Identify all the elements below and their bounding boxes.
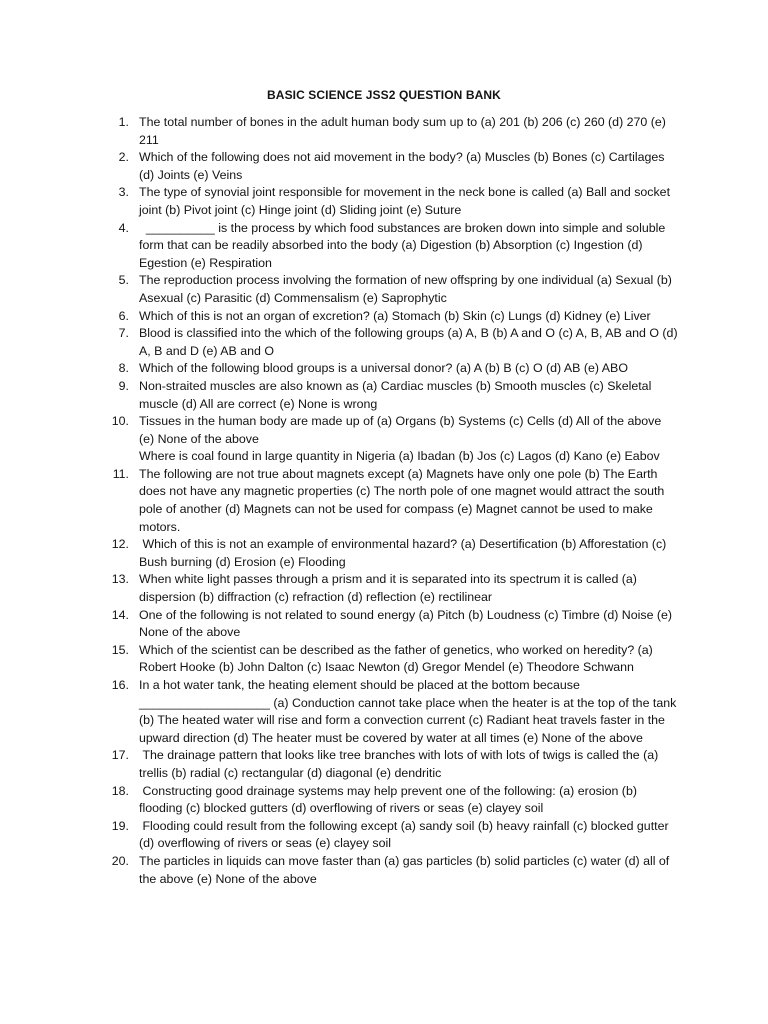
question-text: In a hot water tank, the heating element should be placed at the bottom because ___________________ (a) Conduction cannot take place when the heater is at the top of the tank (b) The heated water will rise and form a convection current (c) Radiant heat travels faster in the upward direction (d) The heater must be covered by water at all times (e) None of the above	[139, 678, 677, 745]
question-item	[118, 149, 679, 184]
question-item	[118, 220, 679, 273]
question-number: 9.	[118, 378, 129, 393]
question-number: 14.	[111, 607, 129, 622]
question-number: 5.	[118, 273, 129, 288]
question-number: 8.	[118, 361, 129, 376]
question-text: The type of synovial joint responsible for movement in the neck bone is called (a) Ball and socket joint (b) Pivot joint (c) Hinge joint (d) Sliding joint (e) Suture	[139, 185, 671, 217]
question-item	[111, 536, 679, 571]
question-text: Tissues in the human body are made up of (a) Organs (b) Systems (c) Cells (d) All of the above (e) None of the above Where is coal found in large quantity in Nigeria (a) Ibadan (b) Jos (c) Lagos (d) Kano (e) Eabov	[139, 414, 662, 464]
question-number: 10.	[111, 414, 129, 429]
question-item	[111, 607, 679, 642]
question-number: 20.	[111, 853, 129, 868]
document-title: BASIC SCIENCE JSS2 QUESTION BANK	[267, 88, 501, 102]
question-text: Which of this is not an organ of excretion? (a) Stomach (b) Skin (c) Lungs (d) Kidney (e) Liver	[139, 308, 651, 323]
question-text: The total number of bones in the adult human body sum up to (a) 201 (b) 206 (c) 260 (d) 270 (e) 211	[139, 115, 666, 147]
question-text: One of the following is not related to sound energy (a) Pitch (b) Loudness (c) Timbre (d) Noise (e) None of the above	[139, 607, 673, 640]
question-text: __________ is the process by which food substances are broken down into simple and soluble form that can be readily absorbed into the body (a) Digestion (b) Absorption (c) Ingestion (d) Egestion (e) Respiration	[139, 220, 666, 270]
question-number: 15.	[111, 642, 129, 657]
question-item	[118, 184, 679, 219]
question-item	[111, 571, 679, 606]
question-item	[118, 360, 679, 378]
question-text: Which of the following blood groups is a universal donor? (a) A (b) B (c) O (d) AB (e) ABO	[139, 361, 628, 376]
question-text: Constructing good drainage systems may help prevent one of the following: (a) erosion (b) flooding (c) blocked gutters (d) overflowing of rivers or seas (e) clayey soil	[139, 783, 637, 816]
question-text: Blood is classified into the which of the following groups (a) A, B (b) A and O (c) A, B, AB and O (d) A, B and D (e) AB and O	[139, 326, 678, 358]
question-text: Which of the scientist can be described as the father of genetics, who worked on heredity? (a) Robert Hooke (b) John Dalton (c) Isaac Newton (d) Gregor Mendel (e) Theodore Schwann	[139, 642, 653, 675]
question-number: 4.	[118, 220, 129, 235]
question-number: 2.	[118, 150, 129, 165]
question-item	[111, 413, 679, 466]
question-item	[111, 677, 679, 747]
question-text: The drainage pattern that looks like tree branches with lots of with lots of twigs is called the (a) trellis (b) radial (c) rectangular (d) diagonal (e) dendritic	[139, 748, 659, 780]
question-item	[112, 466, 679, 536]
question-item	[111, 818, 679, 853]
question-text: Flooding could result from the following except (a) sandy soil (b) heavy rainfall (c) blocked gutter (d) overflowing of rivers or seas (e) clayey soil	[139, 818, 669, 851]
question-item	[118, 325, 679, 360]
question-item	[111, 853, 679, 888]
question-number: 1.	[118, 115, 129, 129]
question-text: Non-straited muscles are also known as (a) Cardiac muscles (b) Smooth muscles (c) Skeletal muscle (d) All are correct (e) None is wrong	[139, 378, 652, 411]
question-text: When white light passes through a prism and it is separated into its spectrum it is called (a) dispersion (b) diffraction (c) refraction (d) reflection (e) rectilinear	[139, 572, 637, 605]
question-text: Which of the following does not aid movement in the body? (a) Muscles (b) Bones (c) Cartilages (d) Joints (e) Veins	[139, 150, 665, 182]
question-item	[111, 747, 679, 782]
question-number: 16.	[111, 678, 129, 692]
question-text: The particles in liquids can move faster than (a) gas particles (b) solid particles (c) water (d) all of the above (e) None of the above	[139, 853, 670, 886]
question-number: 18.	[111, 783, 129, 798]
question-text: The following are not true about magnets except (a) Magnets have only one pole (b) The Earth does not have any magnetic properties (c) The north pole of one magnet would attract the south pole of another (d) Magnets can not be used for compass (e) Magnet cannot be used to make motors.	[139, 466, 665, 534]
question-number: 13.	[111, 572, 129, 587]
question-text: The reproduction process involving the formation of new offspring by one individual (a) Sexual (b) Asexual (c) Parasitic (d) Commensalism (e) Saprophytic	[139, 273, 672, 305]
question-list	[111, 114, 679, 888]
question-item	[118, 114, 679, 149]
question-number: 19.	[111, 818, 129, 833]
question-number: 12.	[111, 537, 129, 552]
question-number: 17.	[111, 748, 129, 763]
question-number: 7.	[118, 326, 129, 341]
question-text: Which of this is not an example of environmental hazard? (a) Desertification (b) Afforestation (c) Bush burning (d) Erosion (e) Flooding	[139, 537, 667, 569]
question-item	[111, 642, 679, 677]
question-item	[118, 272, 679, 307]
question-number: 3.	[118, 185, 129, 200]
question-item	[111, 783, 679, 818]
question-number: 11.	[112, 466, 129, 481]
question-number: 6.	[118, 308, 129, 323]
question-item	[118, 308, 679, 326]
question-item	[118, 378, 679, 413]
